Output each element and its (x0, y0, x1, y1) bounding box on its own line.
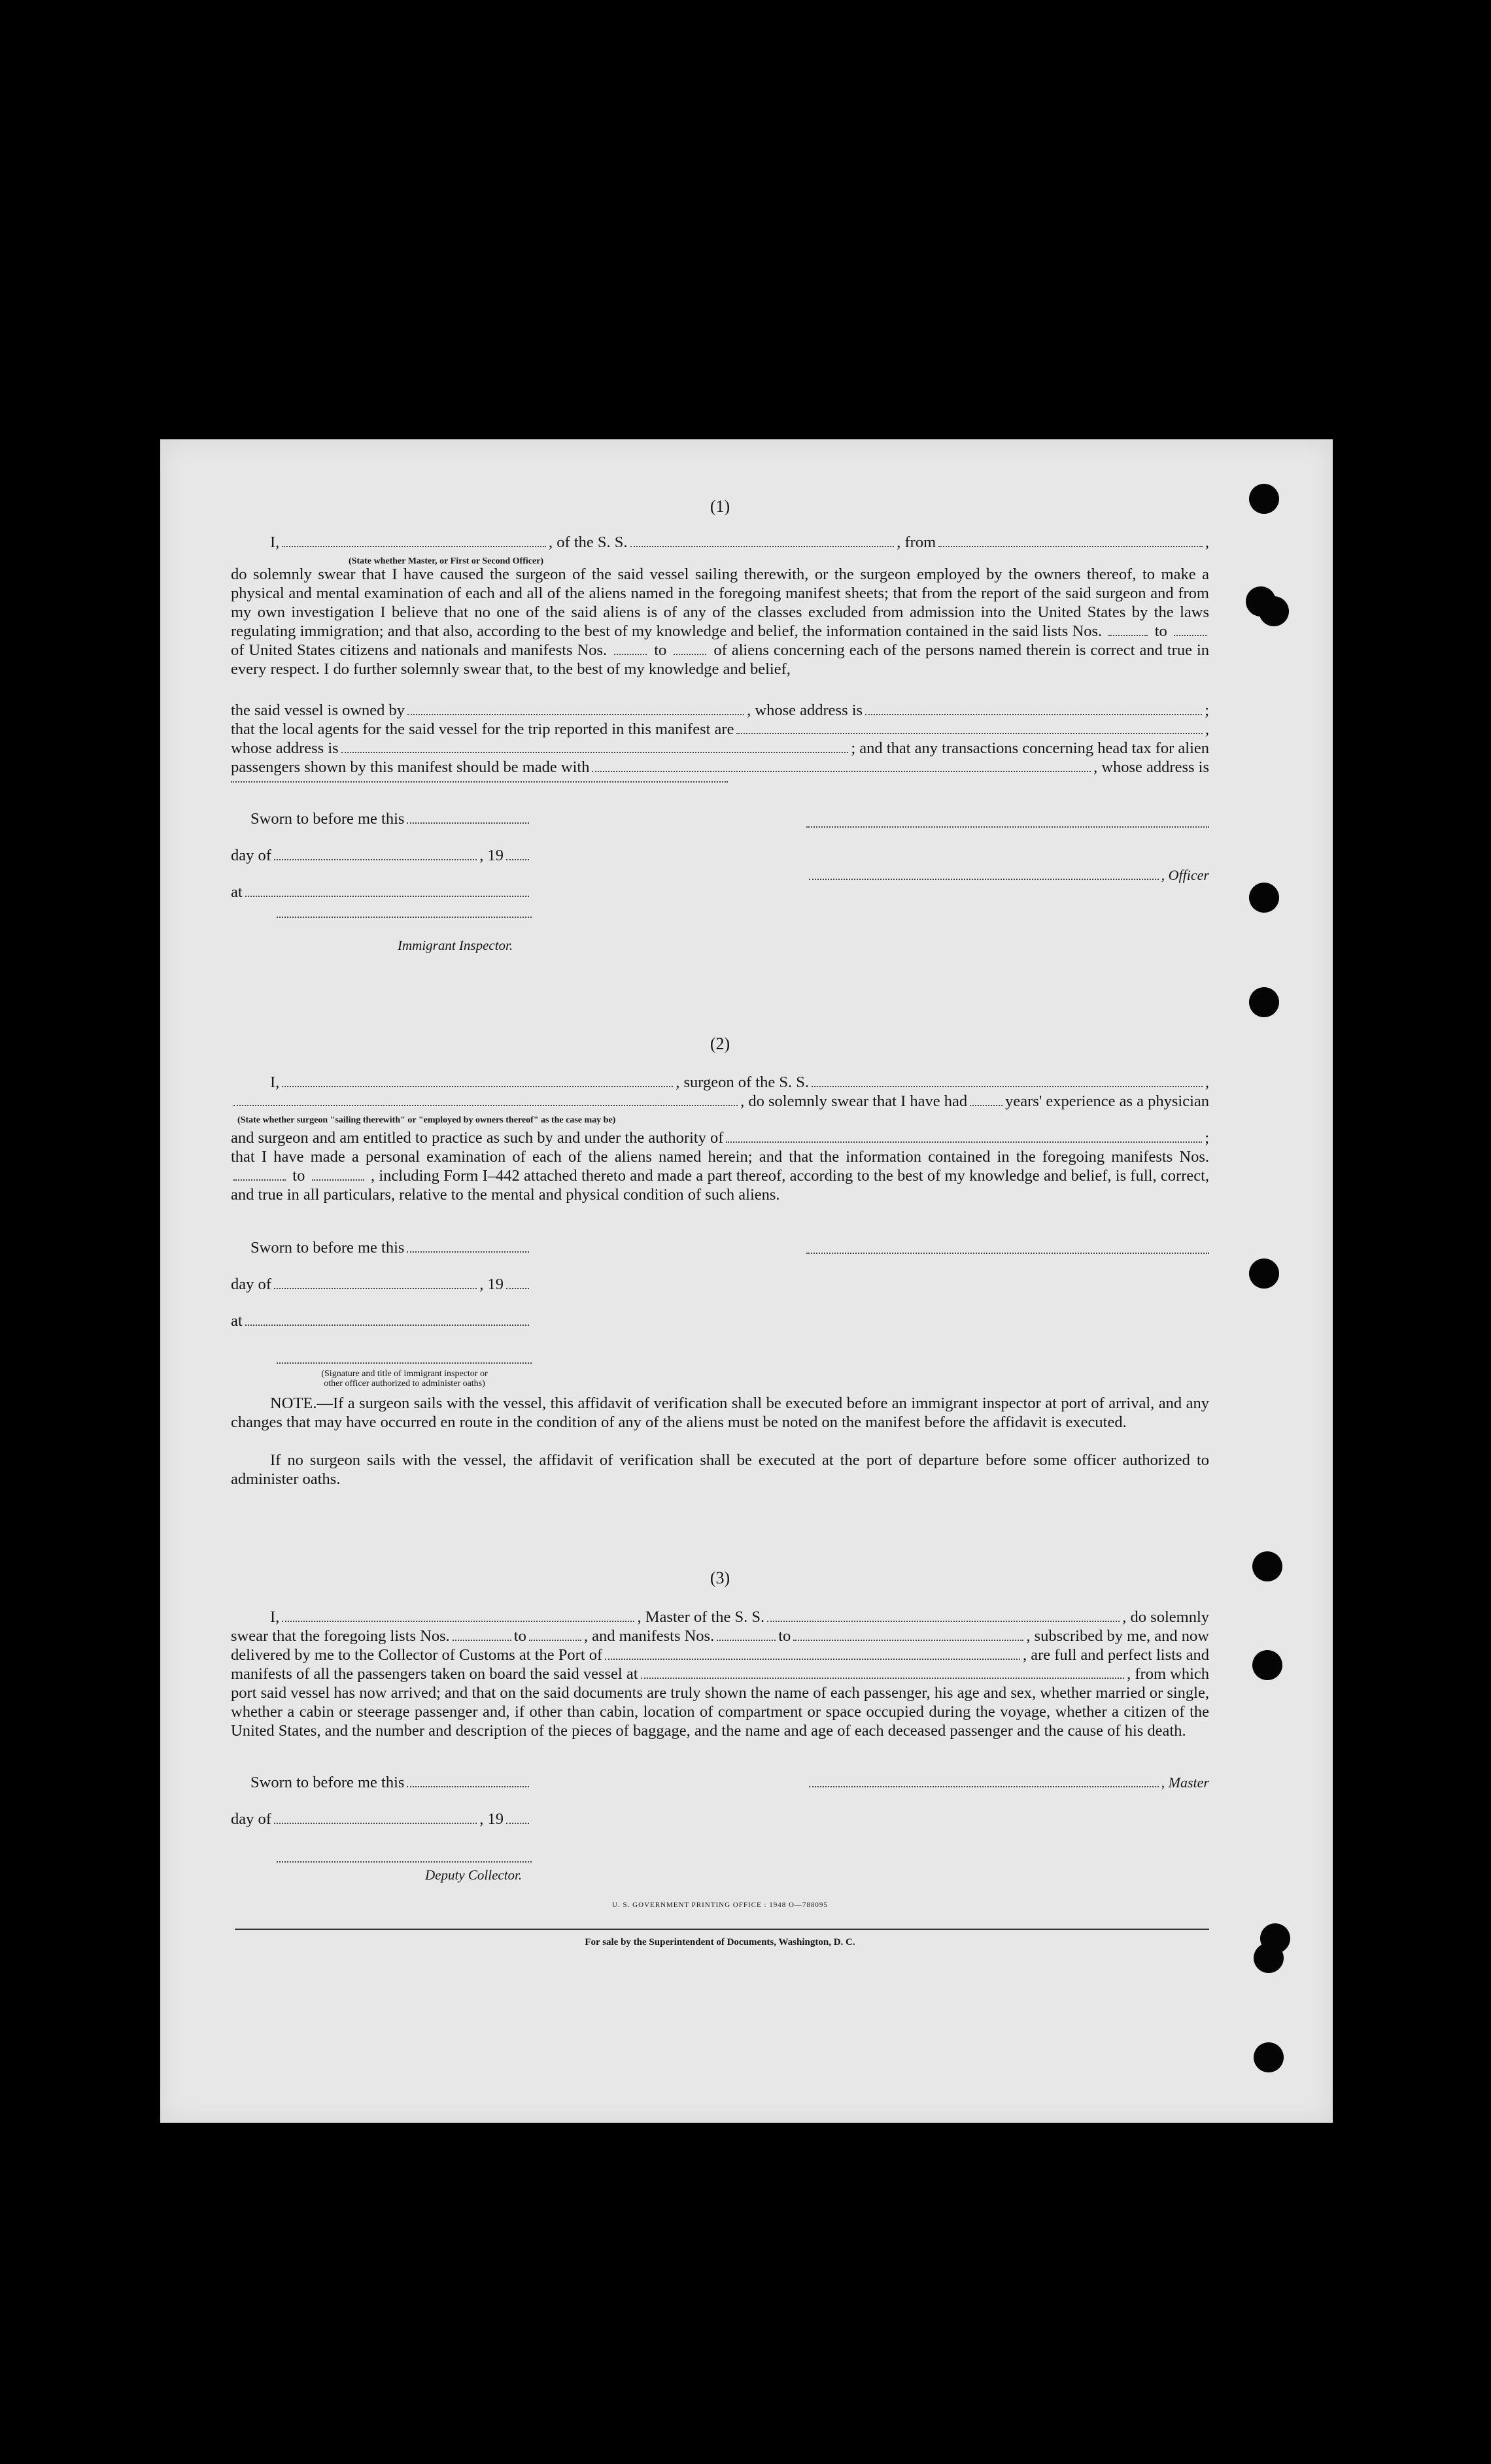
s2-at: at (231, 1311, 532, 1330)
s2-signature-note: (Signature and title of immigrant inspector or other officer authorized to administer oaths) (321, 1369, 488, 1389)
s1-agents-line: that the local agents for the said vessel for the trip reported in this manifest are , (231, 720, 1209, 738)
document-page (160, 439, 1333, 2123)
s1-officer-line: , Officer (806, 866, 1209, 885)
s3-sworn: Sworn to before me this (250, 1773, 532, 1792)
footer-rule (235, 1929, 1209, 1930)
s3-master-line: , Master (806, 1773, 1209, 1792)
punch-hole (1249, 883, 1279, 913)
s2-sworn: Sworn to before me this (250, 1238, 532, 1257)
section-number-1: (1) (710, 497, 730, 516)
s1-line1: I, , of the S. S. , from , (270, 533, 1209, 551)
punch-hole (1252, 1551, 1282, 1581)
s1-signature-line (806, 826, 1209, 828)
printing-office: U. S. GOVERNMENT PRINTING OFFICE : 1948 O—788095 (612, 1901, 828, 1909)
punch-hole (1249, 484, 1279, 514)
punch-hole (1254, 1943, 1284, 1973)
punch-hole (1249, 987, 1279, 1017)
s2-line1: I, , surgeon of the S. S. , (270, 1073, 1209, 1091)
s2-day-of: day of , 19 (231, 1275, 532, 1294)
s3-day-of: day of , 19 (231, 1810, 532, 1829)
s1-sworn: Sworn to before me this (250, 809, 532, 828)
s1-owned-line: the said vessel is owned by , whose address is ; (231, 701, 1209, 719)
section-number-2: (2) (710, 1034, 730, 1053)
immigrant-inspector-label: Immigrant Inspector. (398, 937, 513, 953)
s1-day-of: day of , 19 (231, 846, 532, 865)
s3-line3: delivered by me to the Collector of Customs at the Port of , are full and perfect lists and (231, 1646, 1209, 1664)
s1-paragraph: do solemnly swear that I have caused the surgeon of the said vessel sailing therewith, or the surgeon employed by the owners thereof, to make a physical and mental examination of each and all of the aliens named in the foregoing manifest sheets; that from the report of the said surgeon and from my own investigation I believe that no one of the said aliens is of any of the classes excluded from admission into the United States by the laws regulating immigration; and that also, according to the best of my knowledge and belief, the information contained in the said lists Nos. to of United States citizens and nationals and manifests Nos. to of aliens concerning each of the persons named therein is correct and true in every respect. I do further solemnly swear that, to the best of my knowledge and belief, (231, 565, 1210, 678)
punch-hole (1249, 1258, 1279, 1289)
s3-line4: manifests of all the passengers taken on board the said vessel at , from which (231, 1665, 1209, 1683)
punch-hole (1254, 2042, 1284, 2072)
surgeon-note: (State whether surgeon "sailing therewith" or "employed by owners thereof" as the case may be) (237, 1115, 616, 1125)
section-number-3: (3) (710, 1568, 730, 1587)
s3-paragraph: port said vessel has now arrived; and that on the said documents are truly shown the name of each passenger, his age and sex, whether married or single, whether a cabin or steerage passenger and, if other than cabin, location of compartment or space occupied during the voyage, whether a citizen of the United States, and the number and description of the pieces of baggage, and the name and age of each deceased passenger and the cause of his death. (231, 1684, 1209, 1740)
s2-line2: , do solemnly swear that I have had years' experience as a physician (231, 1092, 1209, 1111)
deputy-collector-label: Deputy Collector. (425, 1867, 523, 1883)
footer-text: For sale by the Superintendent of Documents, Washington, D. C. (585, 1937, 855, 1948)
punch-hole (1252, 1650, 1282, 1680)
s1-address-line: whose address is ; and that any transactions concerning head tax for alien (231, 739, 1209, 757)
s2-authority-line: and surgeon and am entitled to practice as such by and under the authority of ; (231, 1129, 1209, 1147)
officer-note: (State whether Master, or First or Second Officer) (349, 556, 544, 566)
s2-note1: NOTE.—If a surgeon sails with the vessel, this affidavit of verification shall be executed before an immigrant inspector at port of arrival, and any changes that may have occurred en route in the condition of any of the aliens must be noted on the manifest before the affidavit is executed. (231, 1394, 1209, 1431)
s2-signature-line (806, 1253, 1209, 1254)
s2-paragraph: that I have made a personal examination of each of the aliens named herein; and that the information contained in the foregoing manifests Nos. to , including Form I–442 attached thereto and made a part thereof, according to the best of my knowledge and belief, is full, correct, and true in all particulars, relative to the mental and physical condition of such aliens. (231, 1148, 1209, 1204)
punch-hole (1259, 596, 1289, 626)
s3-line1: I, , Master of the S. S. , do solemnly (270, 1608, 1209, 1626)
s2-note2: If no surgeon sails with the vessel, the affidavit of verification shall be executed at the port of departure before some officer authorized to administer oaths. (231, 1451, 1209, 1488)
s1-at: at (231, 883, 532, 902)
s1-passengers-line: passengers shown by this manifest should be made with , whose address is (231, 758, 1209, 776)
s3-line2: swear that the foregoing lists Nos. to , and manifests Nos. to , subscribed by me, and now (231, 1627, 1209, 1645)
